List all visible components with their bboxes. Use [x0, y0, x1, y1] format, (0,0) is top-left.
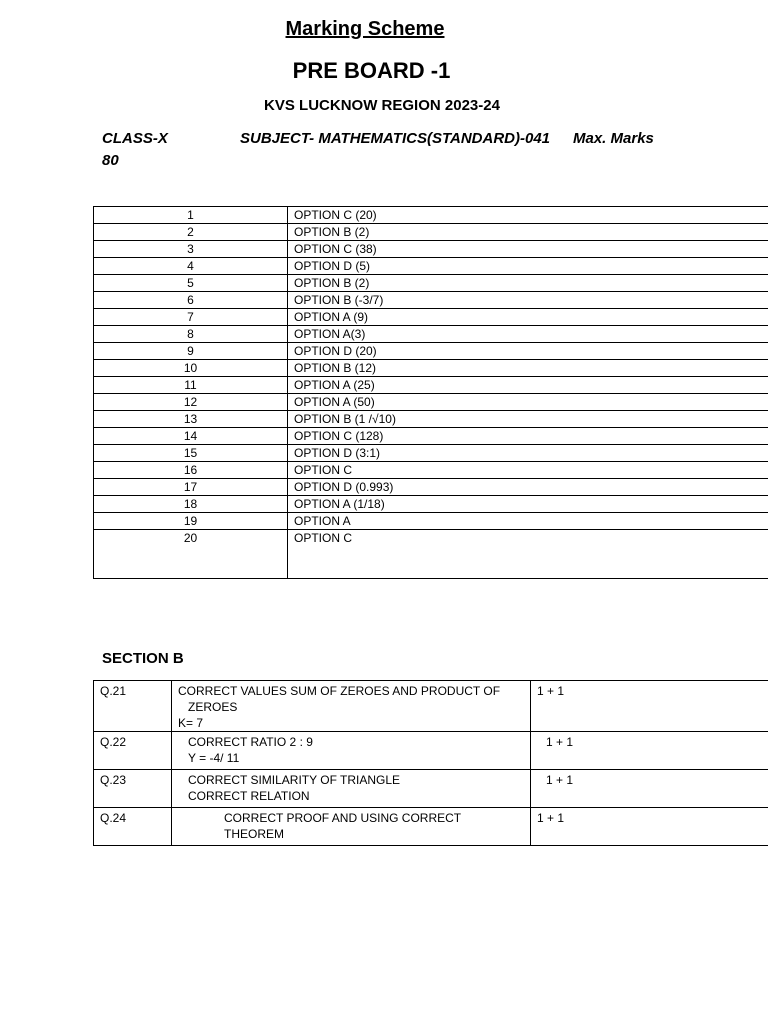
region-heading: KVS LUCKNOW REGION 2023-24 — [264, 97, 500, 114]
pre-board-heading: PRE BOARD -1 — [292, 58, 451, 83]
answer-line: THEOREM — [224, 827, 284, 841]
question-label: Q.21 — [94, 681, 172, 732]
answer-cell: OPTION A (9) — [288, 309, 768, 326]
table-row — [94, 326, 768, 343]
marks-cell: 1 + 1 — [531, 808, 768, 846]
table-row — [94, 513, 768, 530]
question-number: 14 — [94, 428, 288, 445]
question-number: 6 — [94, 292, 288, 309]
question-number: 15 — [94, 445, 288, 462]
question-number: 17 — [94, 479, 288, 496]
table-row — [94, 496, 768, 513]
class-label: CLASS-X — [102, 130, 168, 147]
answer-description — [172, 808, 531, 846]
table-row — [94, 258, 768, 275]
answer-cell: OPTION C (128) — [288, 428, 768, 445]
max-marks-label: Max. Marks — [573, 130, 654, 147]
marking-scheme-heading: Marking Scheme — [285, 18, 445, 40]
answer-cell: OPTION C (38) — [288, 241, 768, 258]
table-row — [94, 394, 768, 411]
answer-description — [172, 732, 531, 770]
answer-cell: OPTION C (20) — [288, 207, 768, 224]
table-row — [94, 360, 768, 377]
answer-cell: OPTION A (25) — [288, 377, 768, 394]
question-number: 2 — [94, 224, 288, 241]
marks-value: 1 + 1 — [546, 735, 574, 749]
table-row — [94, 275, 768, 292]
table-row — [94, 292, 768, 309]
answer-cell: OPTION D (20) — [288, 343, 768, 360]
answer-cell: OPTION D (3:1) — [288, 445, 768, 462]
question-number: 3 — [94, 241, 288, 258]
answer-cell: OPTION B (12) — [288, 360, 768, 377]
table-row — [94, 770, 768, 808]
answer-cell: OPTION B (-3/7) — [288, 292, 768, 309]
question-number: 12 — [94, 394, 288, 411]
answer-cell: OPTION D (5) — [288, 258, 768, 275]
table-row — [94, 377, 768, 394]
question-number: 4 — [94, 258, 288, 275]
answer-cell: OPTION B (2) — [288, 224, 768, 241]
question-number: 18 — [94, 496, 288, 513]
table-row — [94, 411, 768, 428]
question-label: Q.22 — [94, 732, 172, 770]
answer-description — [172, 681, 531, 732]
question-number: 5 — [94, 275, 288, 292]
question-number: 10 — [94, 360, 288, 377]
table-row — [94, 343, 768, 360]
answer-line: CORRECT SIMILARITY OF TRIANGLE — [188, 773, 401, 787]
question-number: 16 — [94, 462, 288, 479]
answer-line: CORRECT VALUES SUM OF ZEROES AND PRODUCT OF — [178, 684, 501, 698]
answer-cell: OPTION A — [288, 513, 768, 530]
section-b-heading: SECTION B — [102, 650, 184, 667]
answer-line: Y = -4/ 11 — [188, 751, 240, 765]
marks-cell — [531, 770, 768, 808]
section-a-answer-table — [93, 206, 768, 579]
table-row — [94, 224, 768, 241]
question-number: 1 — [94, 207, 288, 224]
answer-cell: OPTION A (50) — [288, 394, 768, 411]
table-row — [94, 428, 768, 445]
answer-line: CORRECT RATIO 2 : 9 — [188, 735, 313, 749]
table-row — [94, 309, 768, 326]
table-row — [94, 462, 768, 479]
table-row — [94, 479, 768, 496]
subject-label: SUBJECT- MATHEMATICS(STANDARD)-041 — [240, 130, 551, 147]
question-number: 8 — [94, 326, 288, 343]
question-label: Q.24 — [94, 808, 172, 846]
table-row — [94, 241, 768, 258]
answer-cell: OPTION A(3) — [288, 326, 768, 343]
question-number: 20 — [94, 530, 288, 579]
answer-cell: OPTION C — [288, 530, 768, 579]
answer-cell: OPTION B (2) — [288, 275, 768, 292]
question-label: Q.23 — [94, 770, 172, 808]
answer-line: K= 7 — [178, 716, 204, 730]
answer-cell: OPTION B (1 /√10) — [288, 411, 768, 428]
answer-line: CORRECT PROOF AND USING CORRECT — [224, 811, 462, 825]
section-b-table — [93, 680, 768, 846]
marks-value: 1 + 1 — [546, 773, 574, 787]
table-row — [94, 445, 768, 462]
question-number: 11 — [94, 377, 288, 394]
table-row — [94, 808, 768, 846]
table-row — [94, 207, 768, 224]
answer-cell: OPTION C — [288, 462, 768, 479]
question-number: 13 — [94, 411, 288, 428]
answer-cell: OPTION A (1/18) — [288, 496, 768, 513]
marks-cell: 1 + 1 — [531, 681, 768, 732]
answer-line: ZEROES — [188, 700, 238, 714]
question-number: 7 — [94, 309, 288, 326]
answer-description — [172, 770, 531, 808]
answer-cell: OPTION D (0.993) — [288, 479, 768, 496]
marks-cell — [531, 732, 768, 770]
table-row — [94, 530, 768, 579]
answer-line: CORRECT RELATION — [188, 789, 310, 803]
table-row — [94, 732, 768, 770]
table-row — [94, 681, 768, 732]
max-marks-value: 80 — [102, 152, 119, 169]
question-number: 19 — [94, 513, 288, 530]
question-number: 9 — [94, 343, 288, 360]
